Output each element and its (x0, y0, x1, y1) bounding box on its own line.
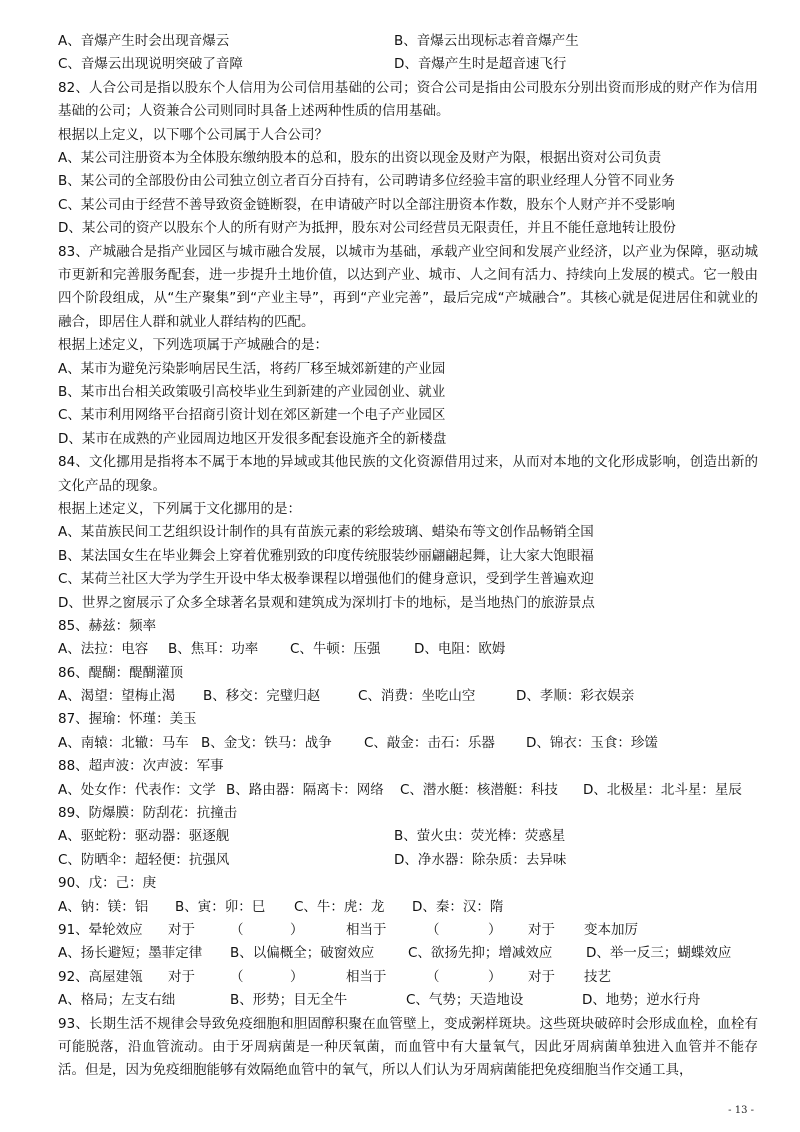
q84-option-d: D、世界之窗展示了众多全球著名景观和建筑成为深圳打卡的地标，是当地热门的旅游景点 (58, 594, 595, 611)
q91-blank-2-open: （ (426, 921, 440, 938)
question-90-stem: 90、戊：己：庚 (58, 875, 157, 892)
q86-option-c: C、消费：坐吃山空 (358, 688, 476, 705)
q91-blank-1-open: （ (230, 921, 244, 938)
q87-options (58, 732, 758, 755)
question-86-stem: 86、醍醐：醍醐灌顶 (58, 664, 184, 681)
q92-relation-3: 对于 (528, 968, 555, 985)
q85-option-d: D、电阻：欧姆 (414, 641, 506, 658)
question-84-prompt: 根据上述定义，下列属于文化挪用的是： (58, 500, 301, 517)
q92-blank-1-close: ） (290, 968, 304, 985)
q91-relation-2: 相当于 (346, 921, 387, 938)
q86-option-b: B、移交：完璧归赵 (203, 688, 321, 705)
q92-blank-2-close: ） (488, 968, 502, 985)
q89-option-a: A、驱蛇粉：驱动器：驱逐舰 (58, 828, 230, 845)
q84-option-c: C、某荷兰社区大学为学生开设中华太极拳课程以增强他们的健身意识，受到学生普遍欢迎 (58, 571, 594, 588)
q92-option-d: D、地势；逆水行舟 (582, 992, 701, 1009)
q92-term: 92、高屋建瓴 (58, 968, 143, 985)
q90-option-d: D、秦：汉：隋 (412, 898, 504, 915)
page-number: - 13 - (728, 1105, 754, 1116)
q85-option-a: A、法拉：电容 (58, 641, 149, 658)
question-85-stem: 85、赫兹：频率 (58, 617, 157, 634)
q91-option-d: D、举一反三；蝴蝶效应 (586, 945, 732, 962)
q86-option-a: A、渴望：望梅止渴 (58, 688, 176, 705)
q83-option-b: B、某市出台相关政策吸引高校毕业生到新建的产业园创业、就业 (58, 383, 446, 400)
q92-option-b: B、形势；目无全牛 (230, 992, 348, 1009)
q87-option-c: C、敲金：击石：乐器 (364, 734, 495, 751)
q90-option-b: B、寅：卯：巳 (175, 898, 266, 915)
q91-term-2: 变本加厉 (584, 921, 638, 938)
q91-option-a: A、扬长避短；墨菲定律 (58, 945, 203, 962)
q82-option-c: C、某公司由于经营不善导致资金链断裂，在申请破产时以全部注册资本作数，股东个人财产并不受影响 (58, 196, 675, 213)
q87-option-a: A、南辕：北辙：马车 (58, 734, 189, 751)
q91-term: 91、晕轮效应 (58, 921, 143, 938)
q88-option-a: A、处女作：代表作：文学 (58, 781, 216, 798)
q85-option-c: C、牛顿：压强 (290, 641, 381, 658)
option-b: B、音爆云出现标志着音爆产生 (394, 33, 579, 49)
q90-option-c: C、牛：虎：龙 (294, 898, 385, 915)
q90-option-a: A、钠：镁：铝 (58, 898, 149, 915)
option-c: C、音爆云出现说明突破了音障 (58, 56, 243, 73)
question-92-stem (58, 966, 758, 989)
q91-option-b: B、以偏概全；破窗效应 (230, 945, 375, 962)
q89-option-c: C、防晒伞：超轻便：抗强风 (58, 851, 230, 868)
q91-relation-3: 对于 (528, 921, 555, 938)
q90-options (58, 896, 758, 919)
question-84-stem: 84、文化挪用是指将本不属于本地的异域或其他民族的文化资源借用过来，从而对本地的文化形成影响，创造出新的文化产品的现象。 (58, 454, 758, 494)
q83-option-d: D、某市在成熟的产业园周边地区开发很多配套设施齐全的新楼盘 (58, 430, 447, 447)
question-93-stem: 93、长期生活不规律会导致免疫细胞和胆固醇积聚在血管壁上，变成粥样斑块。这些斑块破碎时会形成血栓，血栓有可能脱落，沿血管流动。由于牙周病菌是一种厌氧菌，而血管中有大量氧气，因此牙周病菌单独进入血管并不能存活。但是，因为免疫细胞能够有效隔绝血管中的氧气，所以人们认为牙周病菌能把免疫细胞当作交通工具， (58, 1015, 758, 1079)
q91-relation-1: 对于 (168, 921, 195, 938)
q82-option-b: B、某公司的全部股份由公司独立创立者百分百持有，公司聘请多位经验丰富的职业经理人分管不同业务 (58, 173, 675, 190)
q88-options (58, 779, 758, 802)
q92-relation-2: 相当于 (346, 968, 387, 985)
q87-option-d: D、锦衣：玉食：珍馐 (526, 734, 658, 751)
question-91-stem (58, 919, 758, 942)
q87-option-b: B、金戈：铁马：战争 (201, 734, 332, 751)
q92-option-a: A、格局；左支右绌 (58, 992, 176, 1009)
question-83-stem: 83、产城融合是指产业园区与城市融合发展，以城市为基础，承载产业空间和发展产业经济，以产业为保障，驱动城市更新和完善服务配套，进一步提升土地价值，以达到产业、城市、人之间有活力、持续向上发展的模式。它一般由四个阶段组成，从“生产聚集”到“产业主导”，再到“产业完善”，最后完成“产城融合”。其核心就是促进居住和就业的融合，即居住人群和就业人群结构的匹配。 (58, 243, 758, 330)
q88-option-b: B、路由器：隔离卡：网络 (226, 781, 384, 798)
q91-blank-2-close: ） (488, 921, 502, 938)
q86-options (58, 685, 758, 708)
q92-blank-2-open: （ (426, 968, 440, 985)
question-82-stem: 82、人合公司是指以股东个人信用为公司信用基础的公司；资合公司是指由公司股东分别出资而形成的财产作为信用基础的公司；人资兼合公司则同时具备上述两种性质的信用基础。 (58, 79, 758, 120)
q85-options (58, 638, 758, 661)
question-88-stem: 88、超声波：次声波：军事 (58, 758, 224, 775)
q81-options-row-2 (58, 53, 758, 76)
q89-options-row-2 (58, 849, 758, 872)
q82-option-d: D、某公司的资产以股东个人的所有财产为抵押，股东对公司经营员无限责任，并且不能任意地转让股份 (58, 220, 676, 237)
document-page (58, 30, 758, 1083)
question-87-stem: 87、握瑜：怀瑾：美玉 (58, 711, 197, 728)
q88-option-d: D、北极星：北斗星：星辰 (583, 781, 742, 798)
q86-option-d: D、孝顺：彩衣娱亲 (516, 688, 635, 705)
q84-option-a: A、某苗族民间工艺组织设计制作的具有苗族元素的彩绘玻璃、蜡染布等文创作品畅销全国 (58, 524, 594, 541)
q89-option-d: D、净水器：除杂质：去异味 (394, 851, 567, 868)
question-83-prompt: 根据上述定义，下列选项属于产城融合的是： (58, 337, 328, 354)
q83-option-a: A、某市为避免污染影响居民生活，将药厂移至城郊新建的产业园 (58, 360, 446, 377)
option-a: A、音爆产生时会出现音爆云 (58, 33, 230, 49)
q81-options-row-1 (58, 30, 758, 53)
q92-option-c: C、气势；天造地设 (406, 992, 524, 1009)
q92-relation-1: 对于 (168, 968, 195, 985)
q84-option-b: B、某法国女生在毕业舞会上穿着优雅别致的印度传统服装纱丽翩翩起舞，让大家大饱眼福 (58, 547, 594, 564)
q83-option-c: C、某市利用网络平台招商引资计划在郊区新建一个电子产业园区 (58, 407, 446, 424)
q92-options (58, 989, 758, 1012)
option-d: D、音爆产生时是超音速飞行 (394, 56, 567, 73)
q89-options-row-1 (58, 825, 758, 848)
q91-options (58, 942, 758, 965)
q91-blank-1-close: ） (290, 921, 304, 938)
q82-option-a: A、某公司注册资本为全体股东缴纳股本的总和，股东的出资以现金及财产为限，根据出资对公司负责 (58, 149, 662, 166)
question-89-stem: 89、防爆膜：防刮花：抗撞击 (58, 805, 238, 822)
q92-blank-1-open: （ (230, 968, 244, 985)
q85-option-b: B、焦耳：功率 (168, 641, 259, 658)
question-82-prompt: 根据以上定义，以下哪个公司属于人合公司？ (58, 126, 328, 143)
q91-option-c: C、欲扬先抑；增减效应 (408, 945, 553, 962)
q92-term-2: 技艺 (584, 968, 611, 985)
q89-option-b: B、萤火虫：荧光棒：荧惑星 (394, 828, 566, 845)
q88-option-c: C、潜水艇：核潜艇：科技 (400, 781, 558, 798)
